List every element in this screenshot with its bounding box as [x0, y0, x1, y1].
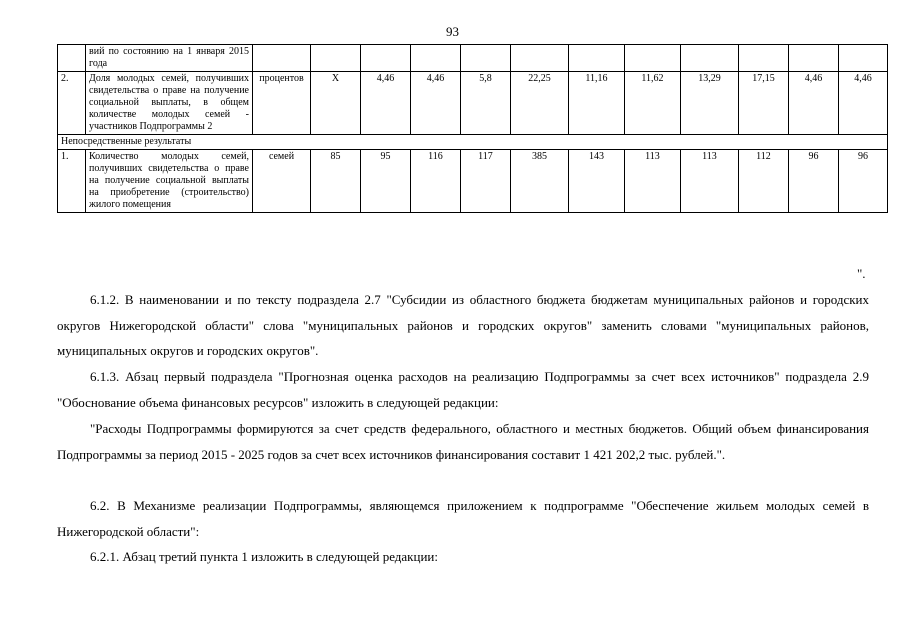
value-cell: [789, 45, 839, 72]
value-cell: [511, 45, 569, 72]
value-cell: 96: [789, 150, 839, 213]
value-cell: 85: [311, 150, 361, 213]
value-cell: 4,46: [411, 72, 461, 135]
value-cell: 96: [839, 150, 888, 213]
value-cell: 385: [511, 150, 569, 213]
value-cell: [625, 45, 681, 72]
row-number-cell: [58, 45, 86, 72]
value-cell: 116: [411, 150, 461, 213]
value-cell: 4,46: [361, 72, 411, 135]
table-row: [58, 135, 888, 150]
paragraph-6-1-2: 6.1.2. В наименовании и по тексту подраздела 2.7 "Субсидии из областного бюджета бюджетам муниципальных районов и городских округов Нижегородской области" слова "муниципальных районов и городских округов" заменить словами "муниципальных районов, муниципальных округов и городских округов".: [57, 292, 869, 358]
value-cell: 4,46: [789, 72, 839, 135]
row-number-cell: 1.: [58, 150, 86, 213]
value-cell: [411, 45, 461, 72]
value-cell: 4,46: [839, 72, 888, 135]
value-cell: 112: [739, 150, 789, 213]
table-row: [58, 45, 888, 72]
unit-cell: [253, 45, 311, 72]
value-cell: 95: [361, 150, 411, 213]
value-cell: [461, 45, 511, 72]
unit-cell: семей: [253, 150, 311, 213]
section-heading-cell: Непосредственные результаты: [58, 135, 888, 150]
value-cell: [361, 45, 411, 72]
paragraph-6-2: 6.2. В Механизме реализации Подпрограммы, являющемся приложением к подпрограмме "Обеспечение жильем молодых семей в Нижегородской области":: [57, 498, 869, 539]
paragraph-6-2-1: 6.2.1. Абзац третий пункта 1 изложить в следующей редакции:: [90, 549, 438, 564]
paragraph-quote-expenses: "Расходы Подпрограммы формируются за счет средств федерального, областного и местных бюджетов. Общий объем финансирования Подпрограммы за период 2015 - 2025 годов за счет всех источников финансирования составит 1 421 202,2 тыс. рублей.".: [57, 421, 869, 462]
value-cell: [311, 45, 361, 72]
value-cell: [739, 45, 789, 72]
indicator-name-cell: Доля молодых семей, получивших свидетельства о праве на получение социальной выплаты, в общем количестве молодых семей - участников Подпрограммы 2: [86, 72, 253, 135]
value-cell: [681, 45, 739, 72]
value-cell: 113: [681, 150, 739, 213]
value-cell: 143: [569, 150, 625, 213]
table-row: [58, 72, 888, 135]
value-cell: [569, 45, 625, 72]
value-cell: 13,29: [681, 72, 739, 135]
indicator-name-cell: вий по состоянию на 1 января 2015 года: [86, 45, 253, 72]
value-cell: 22,25: [511, 72, 569, 135]
closing-quote: ".: [857, 266, 866, 281]
indicator-name-cell: Количество молодых семей, получивших свидетельства о праве на получение социальной выплаты на приобретение (строительство) жилого помещения: [86, 150, 253, 213]
value-cell: [839, 45, 888, 72]
value-cell: 113: [625, 150, 681, 213]
paragraph-6-1-3: 6.1.3. Абзац первый подраздела "Прогнозная оценка расходов на реализацию Подпрограммы за счет всех источников" подраздела 2.9 "Обоснование объема финансовых ресурсов" изложить в следующей редакции:: [57, 369, 869, 410]
value-cell: Х: [311, 72, 361, 135]
value-cell: 11,62: [625, 72, 681, 135]
value-cell: 11,16: [569, 72, 625, 135]
value-cell: 17,15: [739, 72, 789, 135]
value-cell: 5,8: [461, 72, 511, 135]
row-number-cell: 2.: [58, 72, 86, 135]
page-number: 93: [446, 24, 459, 39]
table-row: [58, 150, 888, 213]
unit-cell: процентов: [253, 72, 311, 135]
indicators-table: [57, 44, 888, 213]
value-cell: 117: [461, 150, 511, 213]
